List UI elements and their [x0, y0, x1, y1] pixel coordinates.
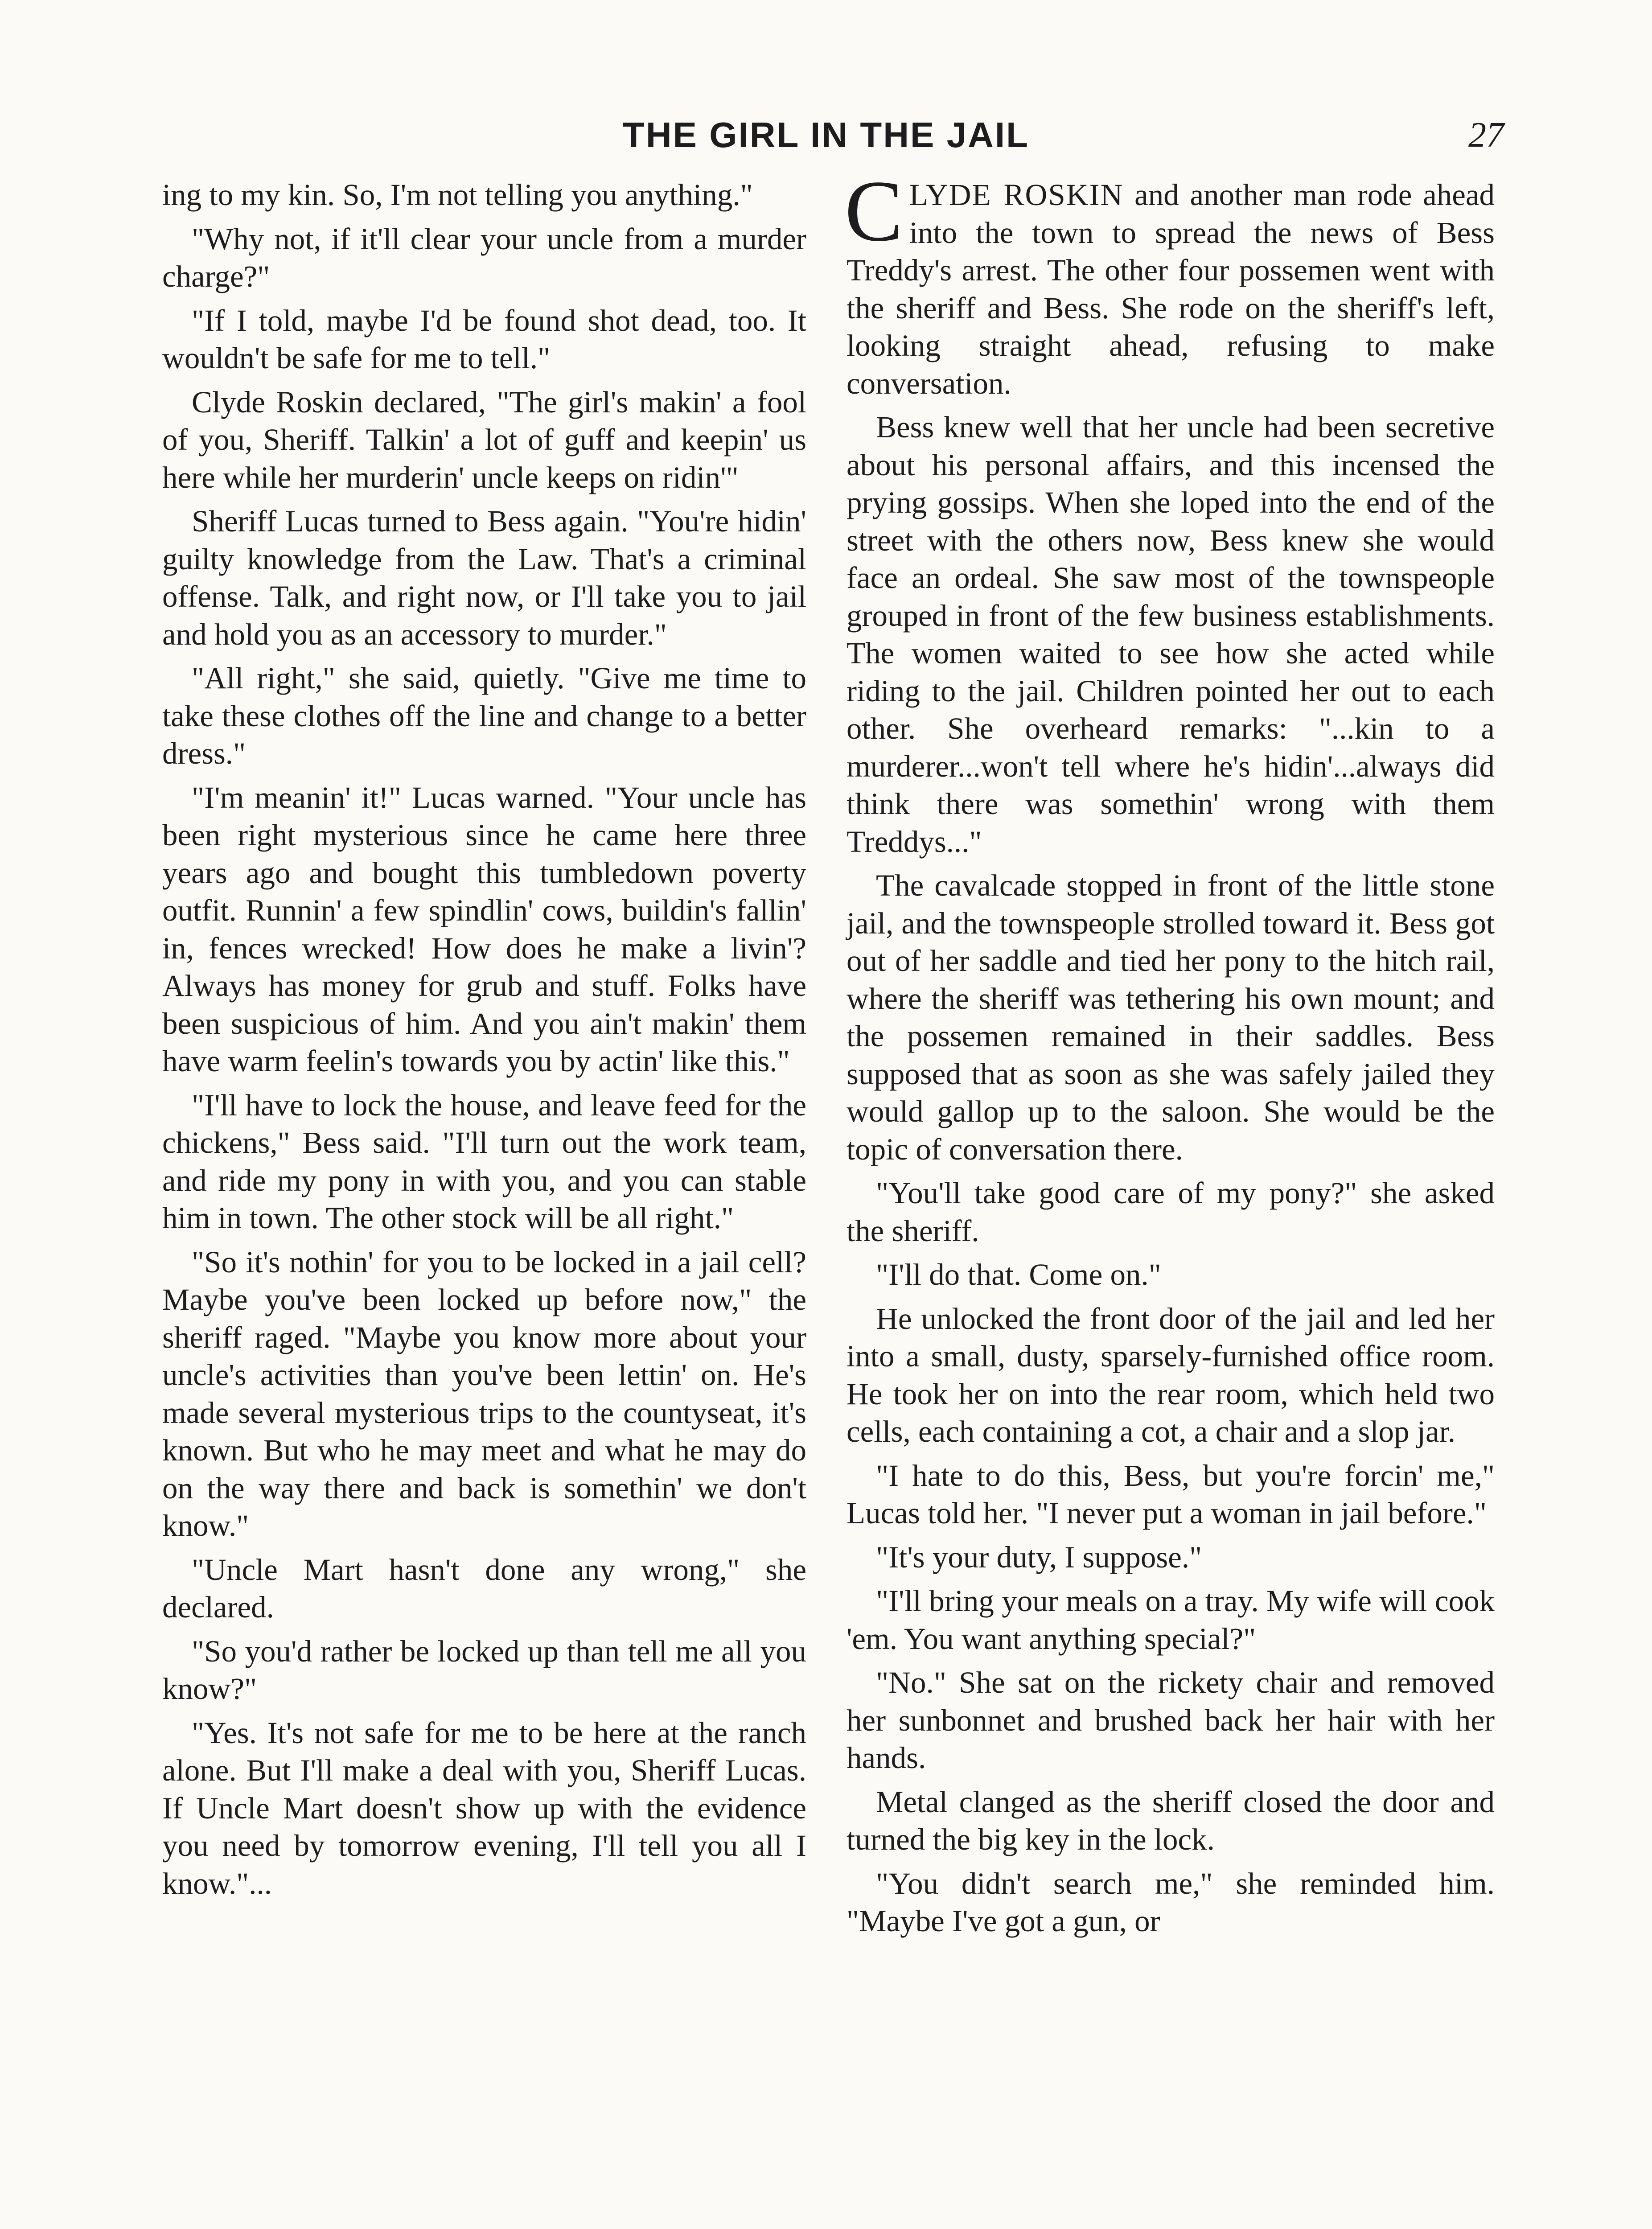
page-title: THE GIRL IN THE JAIL [623, 115, 1029, 155]
paragraph: "All right," she said, quietly. "Give me time to take these clothes off the line and change to a better dress." [162, 661, 806, 770]
paragraph: "You'll take good care of my pony?" she asked the sheriff. [847, 1176, 1495, 1248]
opening-text: and another man rode ahead into the town to spread the news of Bess Treddy's arrest. The other four possemen went with the sheriff and Bess. She rode on the sheriff's left, looking straight ahead, refusing to make conversation. [847, 178, 1495, 400]
page-header [0, 106, 1652, 173]
paragraph: "Why not, if it'll clear your uncle from a murder charge?" [162, 222, 806, 293]
paragraph: Sheriff Lucas turned to Bess again. "You're hidin' guilty knowledge from the Law. That's a criminal offense. Talk, and right now, or I'll take you to jail and hold you as an accessory to murder." [162, 504, 806, 651]
paragraph: "I'll bring your meals on a tray. My wife will cook 'em. You want anything special?" [847, 1584, 1495, 1656]
paragraph: "It's your duty, I suppose." [876, 1540, 1202, 1574]
left-column [162, 176, 806, 1908]
drop-cap: C [845, 163, 903, 259]
paragraph: He unlocked the front door of the jail and led her into a small, dusty, sparsely-furnished office room. He took her on into the rear room, which held two cells, each containing a cot, a chair and a slop jar. [847, 1301, 1495, 1448]
opening-caps: LYDE ROSKIN [909, 178, 1124, 212]
paragraph: "I'm meanin' it!" Lucas warned. "Your uncle has been right mysterious since he came here three years ago and bought this tumbledown poverty outfit. Runnin' a few spindlin' cows, buildin's fallin' in, fences wrecked! How does he make a livin'? Always has money for grub and stuff. Folks have been suspicious of him. And you ain't makin' them have warm feelin's towards you by actin' like this." [162, 780, 806, 1078]
opening-paragraph [845, 163, 1495, 402]
paragraph: "No." She sat on the rickety chair and removed her sunbonnet and brushed back her hair with her hands. [847, 1666, 1495, 1775]
paragraph: "So it's nothin' for you to be locked in a jail cell? Maybe you've been locked up before now," the sheriff raged. "Maybe you know more about your uncle's activities than you've been lettin' on. He's made several mysterious trips to the countyseat, it's known. But who he may meet and what he may do on the way there and back is somethin' we don't know." [162, 1245, 806, 1542]
paragraph: "I'll have to lock the house, and leave feed for the chickens," Bess said. "I'll turn out the work team, and ride my pony in with you, and you can stable him in town. The other stock will be all right." [162, 1088, 806, 1235]
paragraph: "Yes. It's not safe for me to be here at the ranch alone. But I'll make a deal with you, Sheriff Lucas. If Uncle Mart doesn't show up with the evidence you need by tomorrow evening, I'll tell you all I know."... [162, 1715, 806, 1900]
page-number: 27 [1468, 115, 1504, 155]
paragraph: The cavalcade stopped in front of the little stone jail, and the townspeople strolled toward it. Bess got out of her saddle and tied her pony to the hitch rail, where the sheriff was tethering his own mount; and the possemen remained in their saddles. Bess supposed that as soon as she was safely jailed they would gallop up to the saloon. She would be the topic of conversation there. [847, 868, 1495, 1166]
paragraph: Clyde Roskin declared, "The girl's makin' a fool of you, Sheriff. Talkin' a lot of guff and keepin' us here while her murderin' uncle keeps on ridin'" [162, 385, 806, 494]
paragraph: Bess knew well that her uncle had been secretive about his personal affairs, and this incensed the prying gossips. When she loped into the end of the street with the others now, Bess knew she would face an ordeal. She saw most of the townspeople grouped in front of the few business establishments. The women waited to see how she acted while riding to the jail. Children pointed her out to each other. She overheard remarks: "...kin to a murderer...won't tell where he's hidin'...always did think there was somethin' wrong with them Treddys..." [847, 410, 1495, 859]
right-column [845, 163, 1495, 1946]
paragraph: "I'll do that. Come on." [876, 1258, 1161, 1291]
paragraph: "Uncle Mart hasn't done any wrong," she declared. [162, 1552, 806, 1624]
paragraph: "I hate to do this, Bess, but you're forcin' me," Lucas told her. "I never put a woman in jail before." [847, 1458, 1495, 1530]
paragraph: "If I told, maybe I'd be found shot dead, too. It wouldn't be safe for me to tell." [162, 303, 806, 375]
paragraph: Metal clanged as the sheriff closed the door and turned the big key in the lock. [847, 1785, 1495, 1856]
paragraph: "So you'd rather be locked up than tell me all you know?" [162, 1634, 806, 1706]
paragraph: "You didn't search me," she reminded him. "Maybe I've got a gun, or [847, 1866, 1495, 1938]
paragraph: ing to my kin. So, I'm not telling you anything." [162, 178, 753, 212]
